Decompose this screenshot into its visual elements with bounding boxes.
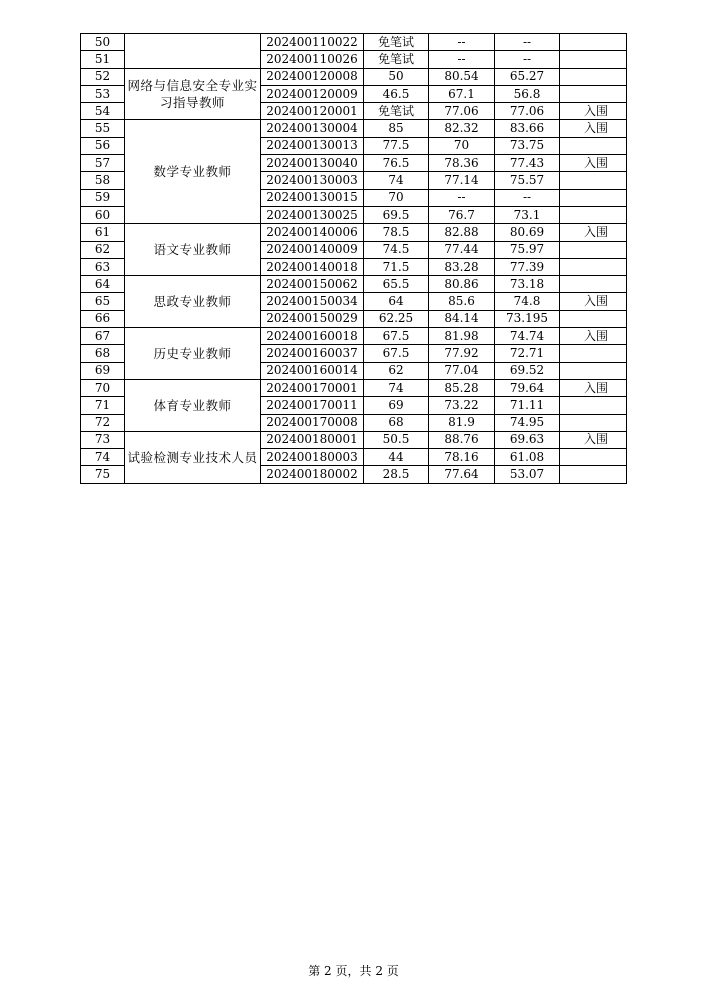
row-number-cell: 67 bbox=[81, 328, 125, 345]
written-score-cell: 70 bbox=[364, 189, 429, 206]
candidate-id-cell: 202400160037 bbox=[261, 345, 364, 362]
interview-score-cell: 77.14 bbox=[429, 172, 495, 189]
written-score-cell: 74 bbox=[364, 379, 429, 396]
interview-score-cell: 78.36 bbox=[429, 155, 495, 172]
result-cell bbox=[560, 466, 627, 483]
interview-score-cell: 80.54 bbox=[429, 68, 495, 85]
total-score-cell: 53.07 bbox=[495, 466, 560, 483]
position-cell: 语文专业教师 bbox=[125, 224, 261, 276]
interview-score-cell: 81.9 bbox=[429, 414, 495, 431]
result-cell bbox=[560, 414, 627, 431]
candidate-id-cell: 202400150062 bbox=[261, 276, 364, 293]
table-row bbox=[81, 34, 627, 51]
candidate-id-cell: 202400170011 bbox=[261, 397, 364, 414]
position-cell: 历史专业教师 bbox=[125, 328, 261, 380]
row-number-cell: 64 bbox=[81, 276, 125, 293]
row-number-cell: 65 bbox=[81, 293, 125, 310]
score-table bbox=[80, 33, 627, 484]
candidate-id-cell: 202400140009 bbox=[261, 241, 364, 258]
written-score-cell: 74.5 bbox=[364, 241, 429, 258]
interview-score-cell: 77.64 bbox=[429, 466, 495, 483]
row-number-cell: 69 bbox=[81, 362, 125, 379]
result-cell bbox=[560, 362, 627, 379]
candidate-id-cell: 202400180001 bbox=[261, 431, 364, 448]
interview-score-cell: 76.7 bbox=[429, 206, 495, 223]
interview-score-cell: 83.28 bbox=[429, 258, 495, 275]
result-cell bbox=[560, 51, 627, 68]
row-number-cell: 73 bbox=[81, 431, 125, 448]
total-score-cell: 73.195 bbox=[495, 310, 560, 327]
written-score-cell: 62 bbox=[364, 362, 429, 379]
row-number-cell: 68 bbox=[81, 345, 125, 362]
written-score-cell: 74 bbox=[364, 172, 429, 189]
position-cell: 数学专业教师 bbox=[125, 120, 261, 224]
interview-score-cell: -- bbox=[429, 51, 495, 68]
position-cell: 试验检测专业技术人员 bbox=[125, 431, 261, 483]
candidate-id-cell: 202400140018 bbox=[261, 258, 364, 275]
candidate-id-cell: 202400110026 bbox=[261, 51, 364, 68]
total-score-cell: 74.95 bbox=[495, 414, 560, 431]
result-cell: 入围 bbox=[560, 224, 627, 241]
interview-score-cell: 70 bbox=[429, 137, 495, 154]
row-number-cell: 55 bbox=[81, 120, 125, 137]
row-number-cell: 50 bbox=[81, 34, 125, 51]
total-score-cell: 75.57 bbox=[495, 172, 560, 189]
written-score-cell: 46.5 bbox=[364, 85, 429, 102]
result-cell: 入围 bbox=[560, 120, 627, 137]
table-row bbox=[81, 276, 627, 293]
position-cell: 思政专业教师 bbox=[125, 276, 261, 328]
total-score-cell: 69.52 bbox=[495, 362, 560, 379]
result-cell bbox=[560, 241, 627, 258]
written-score-cell: 67.5 bbox=[364, 328, 429, 345]
table-row bbox=[81, 328, 627, 345]
total-score-cell: -- bbox=[495, 189, 560, 206]
total-score-cell: 74.8 bbox=[495, 293, 560, 310]
interview-score-cell: 80.86 bbox=[429, 276, 495, 293]
candidate-id-cell: 202400150029 bbox=[261, 310, 364, 327]
row-number-cell: 62 bbox=[81, 241, 125, 258]
interview-score-cell: 85.6 bbox=[429, 293, 495, 310]
interview-score-cell: 77.04 bbox=[429, 362, 495, 379]
total-score-cell: 73.75 bbox=[495, 137, 560, 154]
result-cell bbox=[560, 276, 627, 293]
interview-score-cell: -- bbox=[429, 34, 495, 51]
written-score-cell: 免笔试 bbox=[364, 51, 429, 68]
interview-score-cell: 88.76 bbox=[429, 431, 495, 448]
row-number-cell: 66 bbox=[81, 310, 125, 327]
candidate-id-cell: 202400180002 bbox=[261, 466, 364, 483]
written-score-cell: 76.5 bbox=[364, 155, 429, 172]
result-cell bbox=[560, 345, 627, 362]
interview-score-cell: 67.1 bbox=[429, 85, 495, 102]
result-cell bbox=[560, 206, 627, 223]
interview-score-cell: 82.32 bbox=[429, 120, 495, 137]
page-footer: 第 2 页，共 2 页 bbox=[308, 964, 399, 978]
written-score-cell: 68 bbox=[364, 414, 429, 431]
row-number-cell: 52 bbox=[81, 68, 125, 85]
total-score-cell: 71.11 bbox=[495, 397, 560, 414]
row-number-cell: 58 bbox=[81, 172, 125, 189]
total-score-cell: 80.69 bbox=[495, 224, 560, 241]
row-number-cell: 72 bbox=[81, 414, 125, 431]
result-cell bbox=[560, 258, 627, 275]
written-score-cell: 65.5 bbox=[364, 276, 429, 293]
result-cell bbox=[560, 137, 627, 154]
total-score-cell: -- bbox=[495, 51, 560, 68]
interview-score-cell: 77.06 bbox=[429, 103, 495, 120]
table-row bbox=[81, 68, 627, 85]
written-score-cell: 69.5 bbox=[364, 206, 429, 223]
interview-score-cell: 77.44 bbox=[429, 241, 495, 258]
written-score-cell: 78.5 bbox=[364, 224, 429, 241]
result-cell bbox=[560, 172, 627, 189]
row-number-cell: 74 bbox=[81, 449, 125, 466]
total-score-cell: 72.71 bbox=[495, 345, 560, 362]
candidate-id-cell: 202400110022 bbox=[261, 34, 364, 51]
interview-score-cell: 84.14 bbox=[429, 310, 495, 327]
total-score-cell: 73.18 bbox=[495, 276, 560, 293]
total-score-cell: 79.64 bbox=[495, 379, 560, 396]
interview-score-cell: 73.22 bbox=[429, 397, 495, 414]
result-cell: 入围 bbox=[560, 431, 627, 448]
result-cell bbox=[560, 310, 627, 327]
result-cell bbox=[560, 85, 627, 102]
written-score-cell: 62.25 bbox=[364, 310, 429, 327]
table-row bbox=[81, 431, 627, 448]
written-score-cell: 44 bbox=[364, 449, 429, 466]
candidate-id-cell: 202400120008 bbox=[261, 68, 364, 85]
interview-score-cell: -- bbox=[429, 189, 495, 206]
written-score-cell: 免笔试 bbox=[364, 103, 429, 120]
written-score-cell: 85 bbox=[364, 120, 429, 137]
candidate-id-cell: 202400120001 bbox=[261, 103, 364, 120]
candidate-id-cell: 202400160018 bbox=[261, 328, 364, 345]
total-score-cell: 74.74 bbox=[495, 328, 560, 345]
table-body bbox=[81, 34, 627, 484]
candidate-id-cell: 202400130015 bbox=[261, 189, 364, 206]
interview-score-cell: 85.28 bbox=[429, 379, 495, 396]
candidate-id-cell: 202400140006 bbox=[261, 224, 364, 241]
row-number-cell: 53 bbox=[81, 85, 125, 102]
result-cell bbox=[560, 189, 627, 206]
total-score-cell: -- bbox=[495, 34, 560, 51]
interview-score-cell: 82.88 bbox=[429, 224, 495, 241]
written-score-cell: 77.5 bbox=[364, 137, 429, 154]
interview-score-cell: 81.98 bbox=[429, 328, 495, 345]
result-cell bbox=[560, 68, 627, 85]
row-number-cell: 57 bbox=[81, 155, 125, 172]
written-score-cell: 69 bbox=[364, 397, 429, 414]
position-cell bbox=[125, 34, 261, 69]
result-cell: 入围 bbox=[560, 103, 627, 120]
row-number-cell: 70 bbox=[81, 379, 125, 396]
total-score-cell: 56.8 bbox=[495, 85, 560, 102]
row-number-cell: 51 bbox=[81, 51, 125, 68]
written-score-cell: 50 bbox=[364, 68, 429, 85]
candidate-id-cell: 202400130040 bbox=[261, 155, 364, 172]
result-cell bbox=[560, 397, 627, 414]
result-cell: 入围 bbox=[560, 328, 627, 345]
total-score-cell: 75.97 bbox=[495, 241, 560, 258]
result-cell: 入围 bbox=[560, 293, 627, 310]
candidate-id-cell: 202400170001 bbox=[261, 379, 364, 396]
candidate-id-cell: 202400160014 bbox=[261, 362, 364, 379]
total-score-cell: 73.1 bbox=[495, 206, 560, 223]
candidate-id-cell: 202400130004 bbox=[261, 120, 364, 137]
candidate-id-cell: 202400120009 bbox=[261, 85, 364, 102]
interview-score-cell: 78.16 bbox=[429, 449, 495, 466]
written-score-cell: 71.5 bbox=[364, 258, 429, 275]
total-score-cell: 77.39 bbox=[495, 258, 560, 275]
written-score-cell: 免笔试 bbox=[364, 34, 429, 51]
result-cell: 入围 bbox=[560, 379, 627, 396]
candidate-id-cell: 202400130003 bbox=[261, 172, 364, 189]
candidate-id-cell: 202400150034 bbox=[261, 293, 364, 310]
row-number-cell: 61 bbox=[81, 224, 125, 241]
row-number-cell: 54 bbox=[81, 103, 125, 120]
written-score-cell: 28.5 bbox=[364, 466, 429, 483]
interview-score-cell: 77.92 bbox=[429, 345, 495, 362]
total-score-cell: 77.06 bbox=[495, 103, 560, 120]
row-number-cell: 63 bbox=[81, 258, 125, 275]
row-number-cell: 56 bbox=[81, 137, 125, 154]
result-cell bbox=[560, 34, 627, 51]
candidate-id-cell: 202400130013 bbox=[261, 137, 364, 154]
result-cell: 入围 bbox=[560, 155, 627, 172]
total-score-cell: 77.43 bbox=[495, 155, 560, 172]
position-cell: 网络与信息安全专业实习指导教师 bbox=[125, 68, 261, 120]
row-number-cell: 71 bbox=[81, 397, 125, 414]
candidate-id-cell: 202400180003 bbox=[261, 449, 364, 466]
position-cell: 体育专业教师 bbox=[125, 379, 261, 431]
row-number-cell: 59 bbox=[81, 189, 125, 206]
row-number-cell: 60 bbox=[81, 206, 125, 223]
candidate-id-cell: 202400130025 bbox=[261, 206, 364, 223]
table-row bbox=[81, 120, 627, 137]
written-score-cell: 67.5 bbox=[364, 345, 429, 362]
result-cell bbox=[560, 449, 627, 466]
table-row bbox=[81, 379, 627, 396]
total-score-cell: 83.66 bbox=[495, 120, 560, 137]
total-score-cell: 69.63 bbox=[495, 431, 560, 448]
written-score-cell: 64 bbox=[364, 293, 429, 310]
written-score-cell: 50.5 bbox=[364, 431, 429, 448]
table-row bbox=[81, 224, 627, 241]
total-score-cell: 65.27 bbox=[495, 68, 560, 85]
total-score-cell: 61.08 bbox=[495, 449, 560, 466]
row-number-cell: 75 bbox=[81, 466, 125, 483]
candidate-id-cell: 202400170008 bbox=[261, 414, 364, 431]
